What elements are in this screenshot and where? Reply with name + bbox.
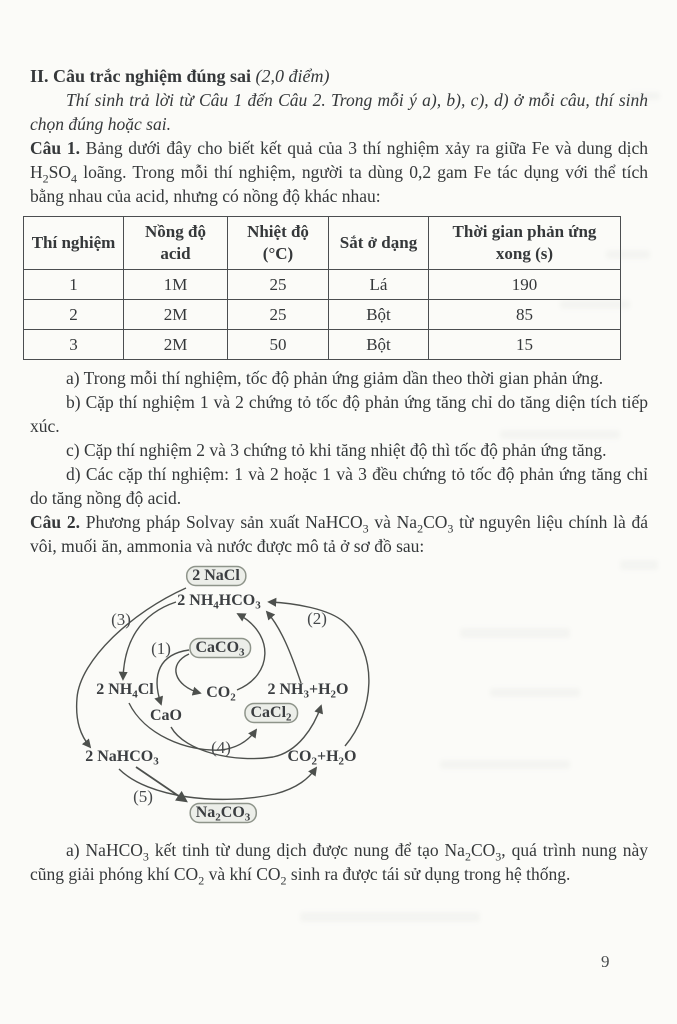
question1-option-d: d) Các cặp thí nghiệm: 1 và 2 hoặc 1 và 3 đều chứng tỏ tốc độ phản ứng tăng chỉ do tăng nồng độ acid. xyxy=(30,464,648,508)
cell: 15 xyxy=(429,330,621,360)
question2-text: Phương pháp Solvay sản xuất NaHCO$_3$ và $Na_2CO_3$ từ nguyên liệu chính là đá vôi, muối ăn, ammonia và nước được mô tả ở sơ đồ sau: xyxy=(30,512,648,556)
arrow-caco3-to-co2 xyxy=(176,654,200,693)
header-cell-iron-form: Sắt ở dạng xyxy=(329,217,429,270)
diagram-node-nh3h2o: 2 $NH_3+H_2O$ xyxy=(267,681,349,701)
cell: Bột xyxy=(329,300,429,330)
diagram-node-co2: $CO_2$ xyxy=(206,684,236,704)
header-cell-reaction-time: Thời gian phản ứng xong (s) xyxy=(429,217,621,270)
arrow-caco3-to-cao xyxy=(157,650,189,704)
intro-instructions: Thí sinh trả lời từ Câu 1 đến Câu 2. Trong mỗi ý a), b), c), d) ở mỗi câu, thí sinh chọn đúng hoặc sai. xyxy=(30,90,648,134)
question1-option-a: a) Trong mỗi thí nghiệm, tốc độ phản ứng giảm dần theo thời gian phản ứng. xyxy=(66,368,604,388)
cell: 2 xyxy=(24,300,124,330)
cell: 1 xyxy=(24,270,124,300)
question1-paragraph xyxy=(30,136,648,208)
solvay-diagram xyxy=(40,560,440,838)
cell: 190 xyxy=(429,270,621,300)
table-row xyxy=(24,330,621,360)
header-cell-experiment: Thí nghiệm xyxy=(24,217,124,270)
cell: 1M xyxy=(124,270,228,300)
diagram-node-nh4cl: 2 $NH_4Cl$ xyxy=(96,681,154,701)
header-cell-acid-concentration: Nồng độ acid xyxy=(124,217,228,270)
diagram-step-label-4: (4) xyxy=(211,738,231,757)
cell: Bột xyxy=(329,330,429,360)
diagram-node-cao: CaO xyxy=(150,707,182,724)
experiment-results-table xyxy=(23,216,621,360)
section-points: (2,0 điểm) xyxy=(255,66,330,86)
question1-label: Câu 1. xyxy=(30,138,80,158)
diagram-node-na2co3: $Na_2CO_3$ xyxy=(195,804,251,824)
diagram-step-label-5: (5) xyxy=(133,787,153,806)
diagram-node-cacl2: CaCl$_2$ xyxy=(250,704,292,724)
cell: 85 xyxy=(429,300,621,330)
diagram-step-label-3: (3) xyxy=(111,610,131,629)
table-row xyxy=(24,300,621,330)
question2-option-a: a) NaHCO$_3$ kết tinh từ dung dịch được nung để tạo $Na_2CO_3$, quá trình nung này cũng giải phóng khí $CO_2$ và khí $CO_2$ sinh ra được tái sử dụng trong hệ thống. xyxy=(30,840,648,888)
diagram-node-nacl: 2 NaCl xyxy=(192,567,240,584)
arrow-nh4cl-to-cacl2 xyxy=(129,703,256,750)
question2-label: Câu 2. xyxy=(30,512,80,532)
solvay-diagram-container xyxy=(30,560,648,838)
cell: 2M xyxy=(124,330,228,360)
cell: 25 xyxy=(228,270,329,300)
diagram-node-layer xyxy=(85,567,356,824)
table-row xyxy=(24,270,621,300)
diagram-node-nahco3: 2 NaHCO$_3$ xyxy=(85,748,159,768)
diagram-step-label-2: (2) xyxy=(307,609,327,628)
diagram-step-label-1: (1) xyxy=(151,639,171,658)
cell: 50 xyxy=(228,330,329,360)
diagram-node-nh4hco3: 2 $NH_4HCO_3$ xyxy=(177,592,261,612)
cell: 2M xyxy=(124,300,228,330)
section-title: II. Câu trắc nghiệm đúng sai xyxy=(30,66,252,86)
question1-option-b: b) Cặp thí nghiệm 1 và 2 chứng tỏ tốc độ phản ứng tăng chỉ do tăng diện tích tiếp xúc. xyxy=(30,392,648,436)
bleed-mark xyxy=(300,912,480,922)
question1-text: Bảng dưới đây cho biết kết quả của 3 thí nghiệm xảy ra giữa Fe và dung dịch $H_2SO_4$ loãng. Trong mỗi thí nghiệm, người ta dùng 0,2 gam Fe tác dụng với thể tích bằng nhau của acid, nhưng có nồng độ khác nhau: xyxy=(30,138,649,206)
cell: 25 xyxy=(228,300,329,330)
cell: 3 xyxy=(24,330,124,360)
cell: Lá xyxy=(329,270,429,300)
section-heading xyxy=(30,64,648,88)
table-header-row xyxy=(24,217,621,270)
question2-paragraph xyxy=(30,510,648,558)
diagram-node-co2h2o: $CO_2+H_2O$ xyxy=(287,748,357,768)
arrow-nh3h2o-to-nh4hco3 xyxy=(267,612,301,683)
header-cell-temperature: Nhiệt độ (°C) xyxy=(228,217,329,270)
question1-option-c: c) Cặp thí nghiệm 2 và 3 chứng tỏ khi tăng nhiệt độ thì tốc độ phản ứng tăng. xyxy=(66,440,607,460)
page-number: 9 xyxy=(601,952,610,971)
diagram-node-caco3: CaCO$_3$ xyxy=(195,639,245,659)
